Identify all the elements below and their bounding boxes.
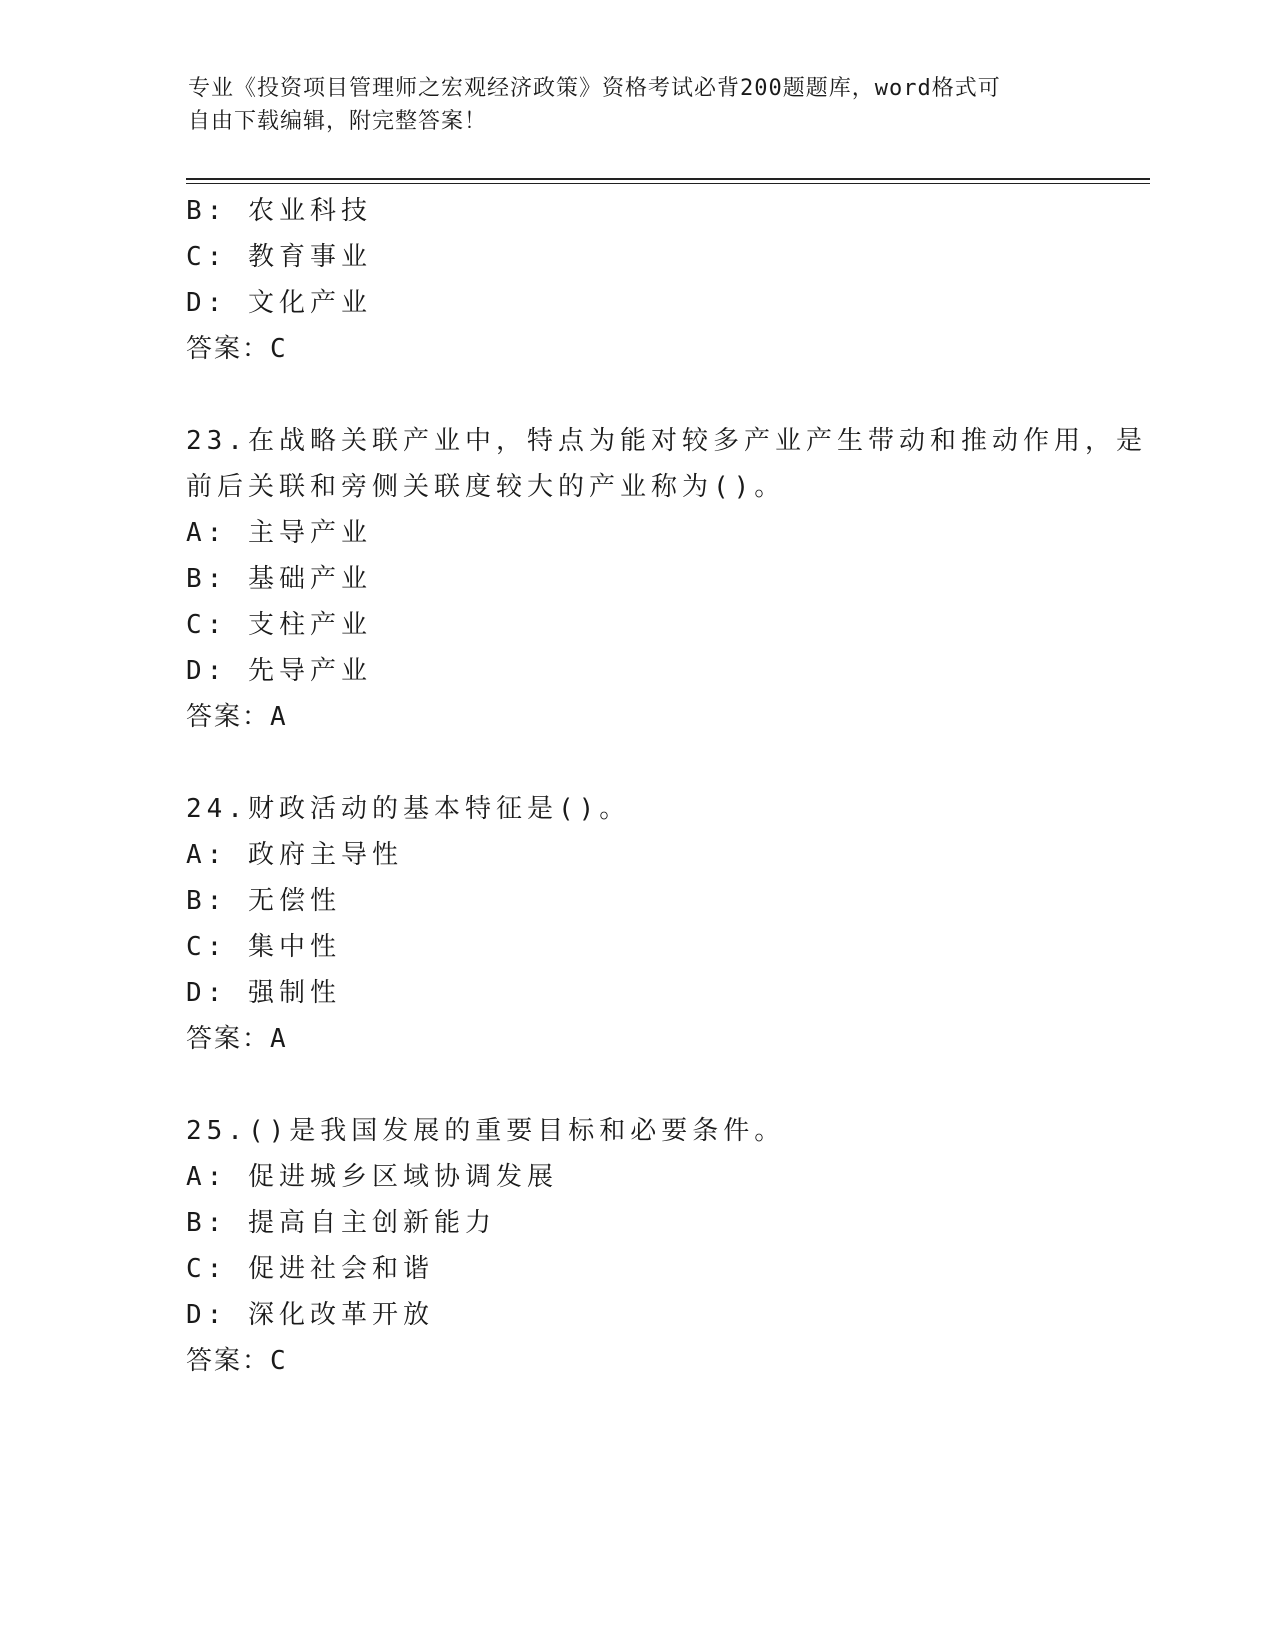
option-c: C: 集中性 [186, 932, 341, 962]
spacer [186, 740, 1086, 786]
option-c: C: 支柱产业 [186, 610, 372, 640]
question-list [186, 188, 1147, 1384]
header-divider-thin [186, 183, 1150, 184]
spacer [186, 372, 1086, 418]
question-25 [186, 1108, 1086, 1384]
question-22 [186, 188, 1086, 372]
option-b: B: 无偿性 [186, 886, 341, 916]
option-b: B: 提高自主创新能力 [186, 1208, 496, 1238]
option-b: B: 基础产业 [186, 564, 372, 594]
answer: 答案：C [186, 334, 288, 364]
question-stem-line-1: 23.在战略关联产业中，特点为能对较多产业产生带动和推动作用，是 [186, 426, 1147, 456]
header-line-1: 专业《投资项目管理师之宏观经济政策》资格考试必背200题题库，word格式可 [188, 76, 1001, 101]
answer: 答案：A [186, 1024, 288, 1054]
option-c: C: 教育事业 [186, 242, 372, 272]
option-d: D: 先导产业 [186, 656, 372, 686]
option-a: A: 主导产业 [186, 518, 372, 548]
option-c: C: 促进社会和谐 [186, 1254, 434, 1284]
option-b: B: 农业科技 [186, 196, 372, 226]
question-23 [186, 418, 1147, 740]
spacer [186, 1062, 1086, 1108]
question-24 [186, 786, 1086, 1062]
header-divider-thick [186, 178, 1150, 180]
option-d: D: 深化改革开放 [186, 1300, 434, 1330]
option-a: A: 政府主导性 [186, 840, 403, 870]
question-stem: 25.()是我国发展的重要目标和必要条件。 [186, 1116, 786, 1146]
answer: 答案：C [186, 1346, 288, 1376]
option-d: D: 文化产业 [186, 288, 372, 318]
answer: 答案：A [186, 702, 288, 732]
option-a: A: 促进城乡区域协调发展 [186, 1162, 558, 1192]
question-stem: 24.财政活动的基本特征是()。 [186, 794, 631, 824]
header-line-2: 自由下载编辑，附完整答案！ [188, 109, 488, 134]
document-header [188, 72, 1068, 138]
question-stem-line-2: 前后关联和旁侧关联度较大的产业称为()。 [186, 472, 786, 502]
option-d: D: 强制性 [186, 978, 341, 1008]
